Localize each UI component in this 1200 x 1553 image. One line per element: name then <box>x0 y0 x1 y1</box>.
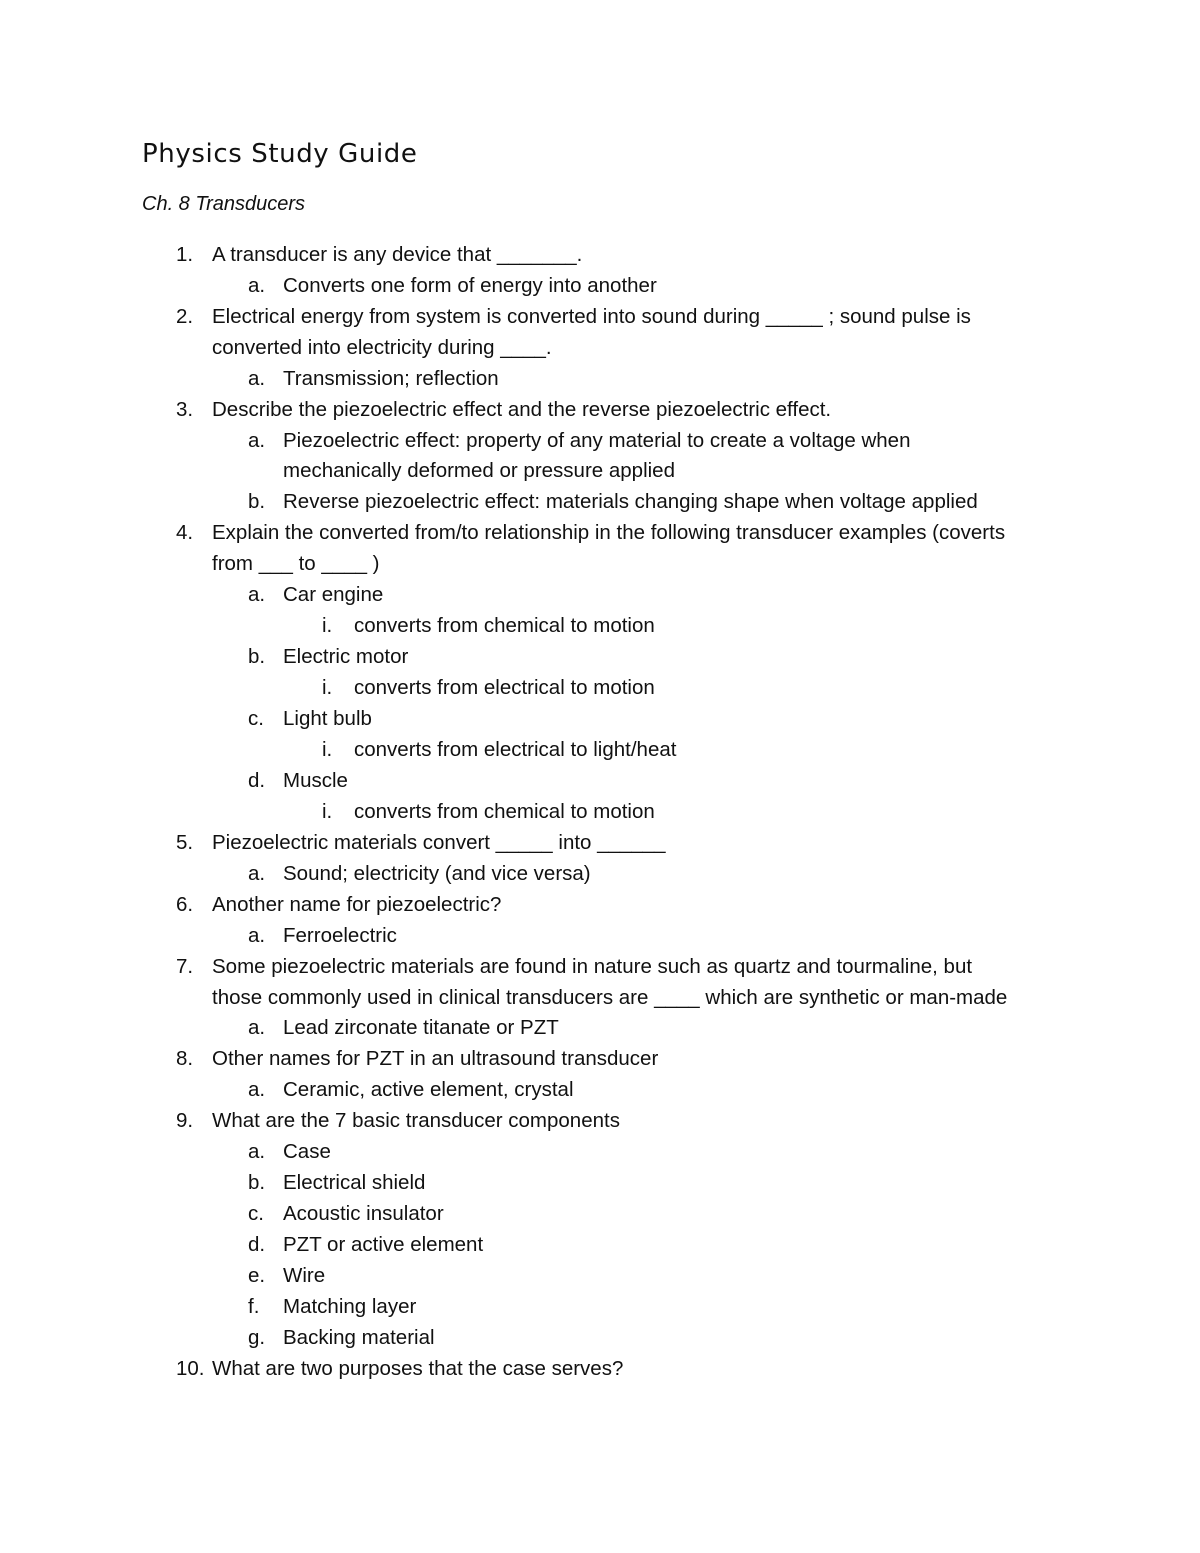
list-marker: a. <box>248 367 266 390</box>
list-text: converted into electricity during ____. <box>212 336 552 359</box>
list-text: Car engine <box>283 583 384 606</box>
list-marker: a. <box>248 924 266 947</box>
list-marker: 2. <box>176 305 194 328</box>
chapter-subtitle: Ch. 8 Transducers <box>142 193 306 215</box>
list-marker: i. <box>322 614 333 637</box>
list-marker: 5. <box>176 831 194 854</box>
list-text: Piezoelectric materials convert _____ into ______ <box>212 831 666 854</box>
list-marker: b. <box>248 645 266 668</box>
list-marker: c. <box>248 707 264 730</box>
list-text: Acoustic insulator <box>283 1202 444 1225</box>
list-text: Other names for PZT in an ultrasound transducer <box>212 1047 659 1070</box>
list-marker: 8. <box>176 1047 194 1070</box>
list-text: Describe the piezoelectric effect and the reverse piezoelectric effect. <box>212 398 832 421</box>
list-marker: 10. <box>176 1357 205 1380</box>
list-marker: 1. <box>176 243 194 266</box>
list-marker: a. <box>248 1016 266 1039</box>
list-text: converts from electrical to light/heat <box>354 738 677 761</box>
list-marker: a. <box>248 274 266 297</box>
list-marker: c. <box>248 1202 264 1225</box>
list-text: Matching layer <box>283 1295 417 1318</box>
list-marker: a. <box>248 429 266 452</box>
list-text: Case <box>283 1140 331 1163</box>
list-text: Piezoelectric effect: property of any material to create a voltage when <box>283 429 911 452</box>
list-text: Sound; electricity (and vice versa) <box>283 862 591 885</box>
list-text: Light bulb <box>283 707 372 730</box>
list-text: Backing material <box>283 1326 435 1349</box>
list-marker: e. <box>248 1264 266 1287</box>
list-marker: i. <box>322 800 333 823</box>
list-text: Lead zirconate titanate or PZT <box>283 1016 559 1039</box>
list-text: What are the 7 basic transducer components <box>212 1109 620 1132</box>
list-text: Muscle <box>283 769 348 792</box>
list-marker: 9. <box>176 1109 194 1132</box>
list-marker: 7. <box>176 955 194 978</box>
list-marker: f. <box>248 1295 260 1318</box>
list-marker: a. <box>248 862 266 885</box>
list-marker: b. <box>248 490 266 513</box>
list-marker: 3. <box>176 398 194 421</box>
list-text: Electric motor <box>283 645 409 668</box>
list-marker: i. <box>322 676 333 699</box>
list-marker: d. <box>248 769 266 792</box>
list-marker: b. <box>248 1171 266 1194</box>
list-marker: a. <box>248 1140 266 1163</box>
list-marker: i. <box>322 738 333 761</box>
list-text: Some piezoelectric materials are found in nature such as quartz and tourmaline, but <box>212 955 973 978</box>
list-text: those commonly used in clinical transducers are ____ which are synthetic or man-made <box>212 986 1008 1009</box>
list-text: Another name for piezoelectric? <box>212 893 502 916</box>
list-text: from ___ to ____ ) <box>212 552 380 575</box>
list-text: A transducer is any device that _______. <box>212 243 583 266</box>
list-text: What are two purposes that the case serves? <box>212 1357 624 1380</box>
list-marker: a. <box>248 583 266 606</box>
list-marker: 6. <box>176 893 194 916</box>
list-text: Converts one form of energy into another <box>283 274 657 297</box>
list-text: Electrical energy from system is converted into sound during _____ ; sound pulse is <box>212 305 971 328</box>
list-text: Reverse piezoelectric effect: materials changing shape when voltage applied <box>283 490 978 513</box>
list-marker: 4. <box>176 521 194 544</box>
list-text: Explain the converted from/to relationship in the following transducer examples (coverts <box>212 521 1006 544</box>
list-text: converts from chemical to motion <box>354 614 655 637</box>
list-text: Wire <box>283 1264 326 1287</box>
list-marker: a. <box>248 1078 266 1101</box>
list-text: converts from chemical to motion <box>354 800 655 823</box>
list-text: Transmission; reflection <box>283 367 499 390</box>
list-text: PZT or active element <box>283 1233 484 1256</box>
page-title: Physics Study Guide <box>142 139 418 169</box>
list-text: Ceramic, active element, crystal <box>283 1078 574 1101</box>
list-text: Electrical shield <box>283 1171 426 1194</box>
list-text: Ferroelectric <box>283 924 397 947</box>
list-marker: g. <box>248 1326 266 1349</box>
list-text: converts from electrical to motion <box>354 676 655 699</box>
list-marker: d. <box>248 1233 266 1256</box>
list-text: mechanically deformed or pressure applied <box>283 459 675 482</box>
